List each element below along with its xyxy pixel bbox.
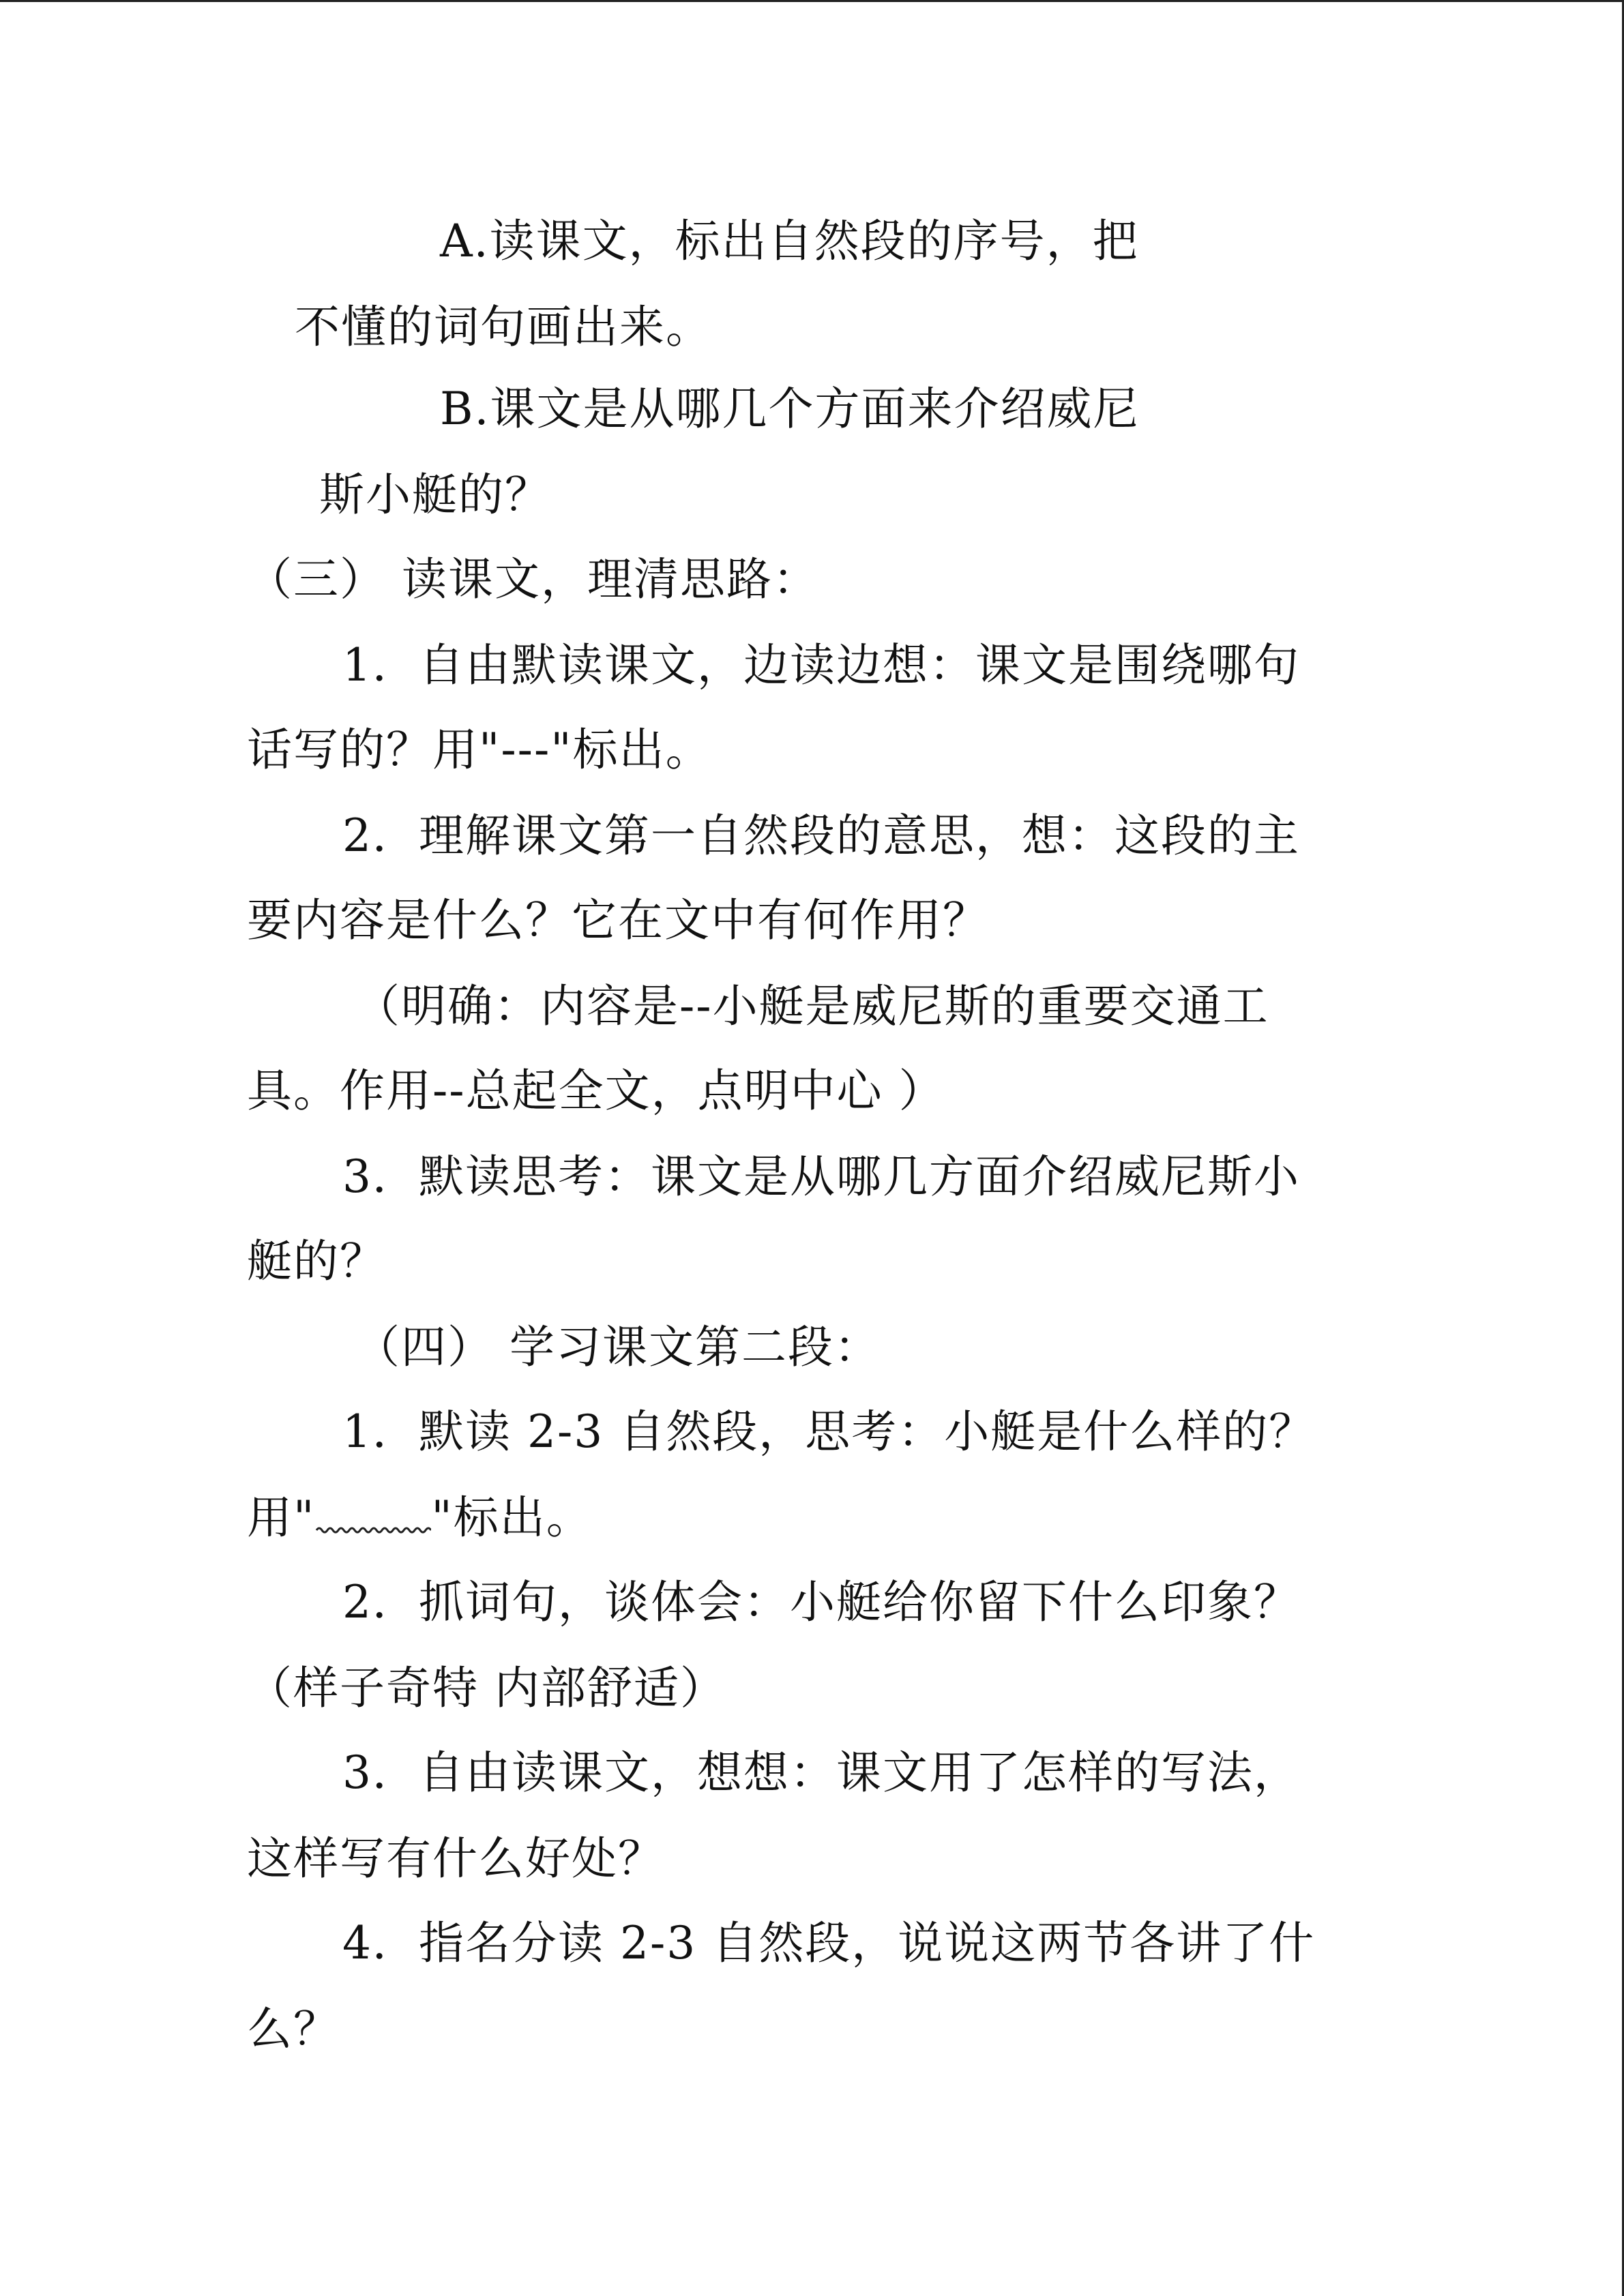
section-4-heading: （四） 学习课文第二段： [355,1321,881,1373]
section-3-heading: （三） 读课文，理清思路： [247,553,819,606]
section-3-item-1-line-1: 1．自由默读课文，边读边想：课文是围绕哪句 [342,639,1300,691]
section-4-item-3-line-1: 3．自由读课文，想想：课文用了怎样的写法， [342,1746,1300,1799]
section-4-item-2-line-1: 2．抓词句，谈体会：小艇给你留下什么印象？ [342,1576,1300,1628]
paragraph-b-line-2: 斯小艇的？ [319,468,551,521]
section-3-item-3-line-2: 艇的？ [247,1235,386,1287]
section-4-item-3-line-2: 这样写有什么好处？ [247,1832,664,1885]
page-top-border [0,0,1624,2]
paragraph-a-line-2: 不懂的词句画出来。 [295,301,712,353]
section-4-item-4-line-2: 么？ [247,2003,340,2055]
section-3-note-line-2: 具。作用--总起全文，点明中心 ） [247,1064,945,1117]
section-3-note-line-1: （明确：内容是--小艇是威尼斯的重要交通工 [355,980,1269,1032]
section-4-item-1-line-1: 1．默读 2-3 自然段，思考：小艇是什么样的？ [342,1405,1316,1458]
paragraph-a-line-1: A.读课文，标出自然段的序号，把 [440,215,1139,267]
quote-close-and-instruction: "标出。 [431,1491,593,1544]
quote-open: 用" [247,1491,316,1544]
wavy-underline-mark [315,1506,431,1533]
paragraph-b-line-1: B.课文是从哪几个方面来介绍威尼 [440,383,1140,435]
section-3-item-3-line-1: 3．默读思考：课文是从哪几方面介绍威尼斯小 [342,1150,1300,1203]
section-4-item-4-line-1: 4．指名分读 2-3 自然段，说说这两节各讲了什 [342,1917,1316,1969]
section-3-item-2-line-2: 要内容是什么？它在文中有何作用？ [247,894,989,946]
section-3-item-1-line-2: 话写的？用"---"标出。 [247,724,712,776]
section-4-item-1-line-2 [247,1491,593,1545]
section-4-item-2-line-2: （样子奇特 内部舒适） [247,1662,726,1714]
section-3-item-2-line-1: 2．理解课文第一自然段的意思，想：这段的主 [342,809,1300,862]
